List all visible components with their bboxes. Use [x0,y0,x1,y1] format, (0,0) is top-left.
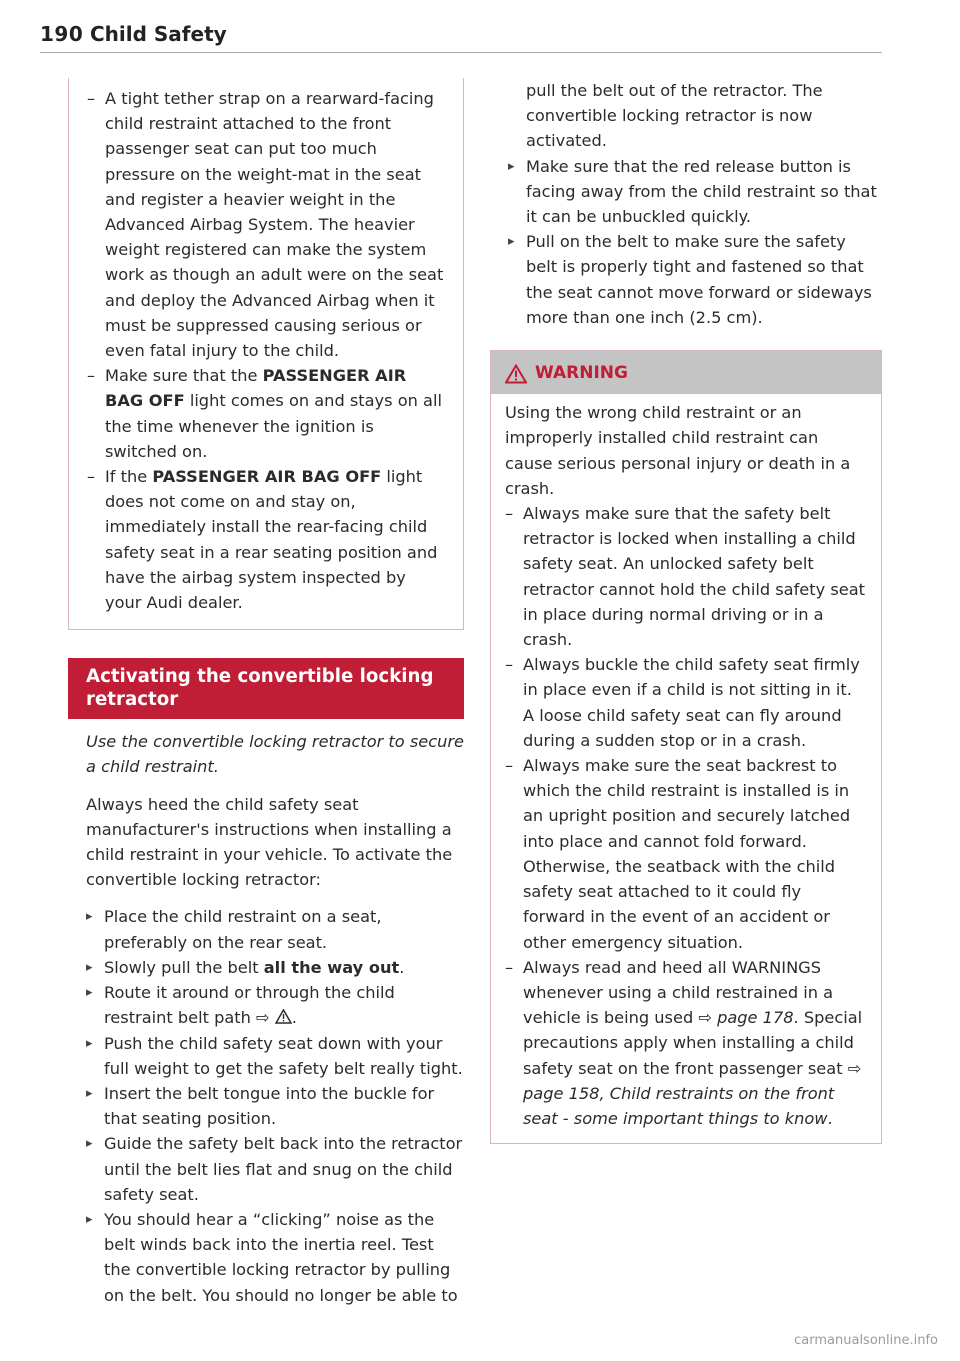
left-column [86,78,464,1308]
step-item: ▸ Slowly pull the belt all the way out. [86,955,464,980]
warning-continuation-box [68,78,464,630]
step-item: ▸ Push the child safety seat down with your full weight to get the safety belt really tight. [86,1031,464,1081]
warning-item: – If the PASSENGER AIR BAG OFF light does not come on and stay on, immediately install the rear-facing child safety seat in a rear seating position and have the airbag system inspected by your Audi dealer. [87,464,445,615]
warning-triangle-icon [275,1009,292,1024]
warning-triangle-icon [505,364,527,384]
step-continuation: pull the belt out of the retractor. The convertible locking retractor is now activated. [526,81,823,151]
warning-item: – Always make sure that the safety belt retractor is locked when installing a child safety seat. An unlocked safety belt retractor cannot hold the child safety seat in place during normal driving or in a crash. [505,501,867,652]
step-item: ▸ You should hear a “clicking” noise as the belt winds back into the inertia reel. Test the convertible locking retractor by pulling on the belt. You should no longer be able to [86,1207,464,1308]
section-heading: Activating the convertible locking retractor [68,658,464,719]
step-item: ▸ Place the child restraint on a seat, preferably on the rear seat. [86,904,464,954]
right-column [505,78,882,1144]
warning-title: WARNING [535,363,628,384]
section-intro: Use the convertible locking retractor to secure a child restraint. [86,732,464,777]
indicator-label: PASSENGER AIR BAG OFF [152,467,382,487]
warning-item: – Always buckle the child safety seat firmly in place even if a child is not sitting in it. A loose child safety seat can fly around during a sudden stop or in a crash. [505,652,867,753]
warning-item: – A tight tether strap on a rearward-facing child restraint attached to the front passenger seat can put too much pressure on the weight-mat in the seat and register a heavier weight in the Advanced Airbag System. The heavier weight registered can make the system work as though an adult were on the seat and deploy the Advanced Airbag when it must be suppressed causing serious or even fatal injury to the child. [87,86,445,363]
section-title: Child Safety [90,22,227,46]
warning-header [491,351,881,394]
cross-reference-link[interactable]: ⇨ [256,1008,292,1027]
warning-intro: Using the wrong child restraint or an improperly installed child restraint can cause serious personal injury or death in a crash. [505,403,851,498]
step-item: ▸ Make sure that the red release button is facing away from the child restraint so that it can be unbuckled quickly. [508,154,882,230]
watermark: carmanualsonline.info [794,1333,938,1348]
step-item: ▸ Guide the safety belt back into the retractor until the belt lies flat and snug on the child safety seat. [86,1131,464,1207]
indicator-label: PASSENGER AIR BAG OFF [105,366,407,411]
step-list [86,904,464,1307]
warning-item: – Always read and heed all WARNINGS whenever using a child restrained in a vehicle is being used ⇨ page 178. Special precautions apply when installing a child safety seat on the front passenger seat ⇨ page 158, Child restraints on the front seat - some important things to know. [505,955,867,1131]
warning-item: – Always make sure the seat backrest to which the child restraint is installed is in an upright position and securely latched into place and cannot fold forward. Otherwise, the seatback with the child safety seat attached to it could fly forward in the event of an accident or other emergency situation. [505,753,867,955]
step-item: ▸ Route it around or through the child restraint belt path ⇨ . [86,980,464,1030]
step-item: ▸ Insert the belt tongue into the buckle for that seating position. [86,1081,464,1131]
warning-item: – Make sure that the PASSENGER AIR BAG OFF light comes on and stays on all the time whenever the ignition is switched on. [87,363,445,464]
warning-box [490,350,882,1144]
page-158-link[interactable]: ⇨ page 158, Child restraints on the front seat - some important things to know [523,1058,862,1128]
page-178-link[interactable]: ⇨ page 178 [698,1008,794,1028]
warning-body [491,394,881,1131]
page-header [40,22,882,53]
step-item: ▸ Pull on the belt to make sure the safety belt is properly tight and fastened so that the seat cannot move forward or sideways more than one inch (2.5 cm). [508,229,882,330]
page-number: 190 [40,22,84,46]
body-paragraph: Always heed the child safety seat manufacturer's instructions when installing a child restraint in your vehicle. To activate the convertible locking retractor: [86,794,453,890]
